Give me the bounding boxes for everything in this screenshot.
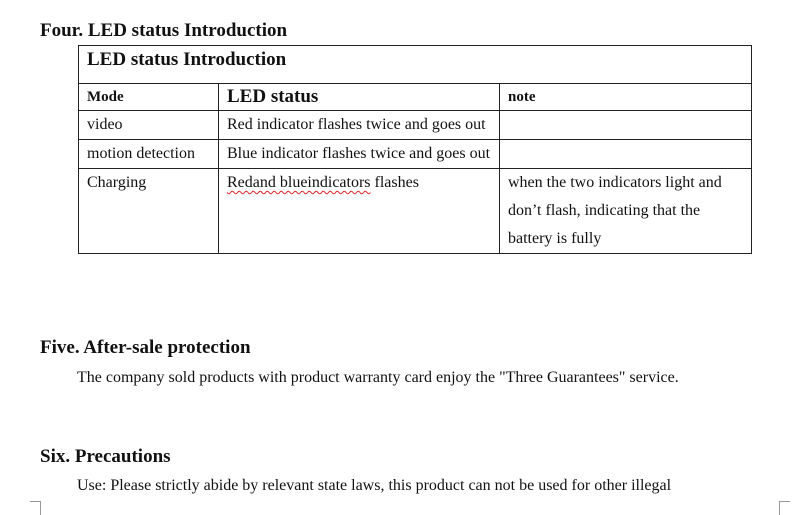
- section-five-paragraph: [40, 364, 770, 391]
- row-status-cell: Blue indicator flashes twice and goes out: [219, 140, 500, 169]
- header-note: note: [500, 84, 752, 111]
- table-row: [79, 169, 752, 254]
- header-led-status: LED status: [219, 84, 500, 111]
- section-five-text: The company sold products with product warranty card enjoy the "Three Guarantees" service.: [77, 369, 679, 386]
- section-six-paragraph: [40, 472, 770, 499]
- section-six-text: Use: Please strictly abide by relevant state laws, this product can not be used for other illegal: [77, 477, 672, 494]
- row-mode-cell: Charging: [79, 169, 219, 254]
- table-row: [79, 111, 752, 140]
- page-margin-corner-left: [30, 501, 41, 515]
- header-mode: Mode: [79, 84, 219, 111]
- section-four-heading: Four. LED status Introduction: [40, 20, 288, 41]
- table-caption: LED status Introduction: [79, 46, 752, 84]
- row-status-cell: Red indicator flashes twice and goes out: [219, 111, 500, 140]
- row-mode-cell: motion detection: [79, 140, 219, 169]
- section-five-heading: Five. After-sale protection: [40, 337, 251, 358]
- row-mode-cell: video: [79, 111, 219, 140]
- spelling-error-text[interactable]: Redand blueindicators: [227, 174, 371, 191]
- row-note-cell: when the two indicators light and don’t flash, indicating that the battery is fully: [500, 169, 752, 254]
- section-six-heading: Six. Precautions: [40, 446, 171, 467]
- row-note-cell: [500, 111, 752, 140]
- row-status-cell: [219, 169, 500, 254]
- led-status-table: [78, 45, 752, 254]
- status-text-tail: flashes: [370, 174, 419, 191]
- table-row: [79, 140, 752, 169]
- page-margin-corner-right: [779, 501, 790, 515]
- row-note-cell: [500, 140, 752, 169]
